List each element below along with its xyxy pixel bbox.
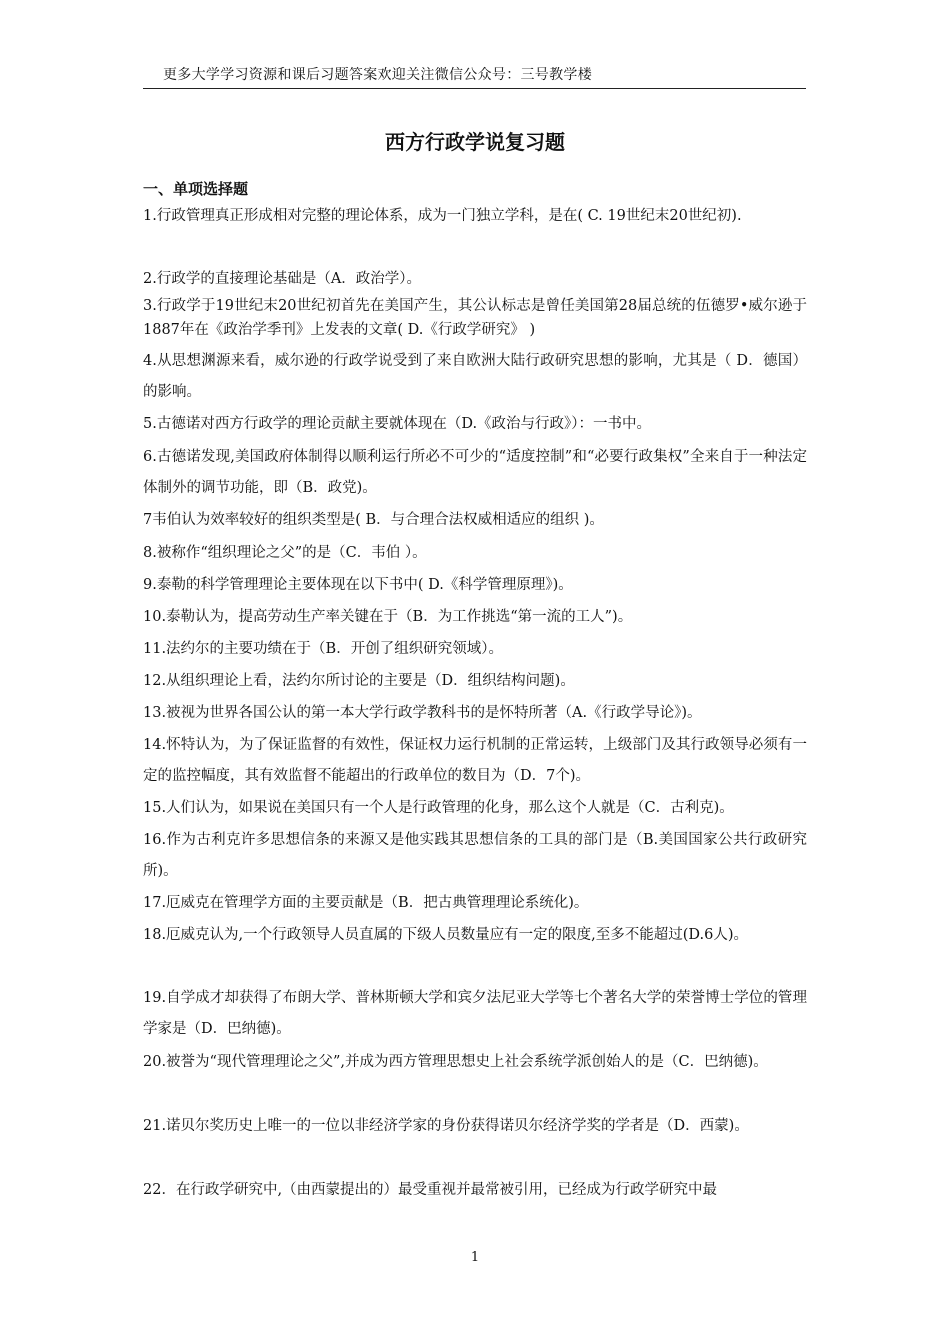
question-item: 11.法约尔的主要功绩在于（B．开创了组织研究领域）。 [143,641,503,657]
question-item: 6.古德诺发现,美国政府体制得以顺利运行所必不可少的“适度控制”和“必要行政集权”全来自于一种法定体制外的调节功能，即（B．政党)。 [143,449,807,496]
question-item: 5.古德诺对西方行政学的理论贡献主要就体现在（D.《政治与行政》）：一书中。 [143,416,652,432]
question-item: 14.怀特认为，为了保证监督的有效性，保证权力运行机制的正常运转，上级部门及其行政领导必须有一定的监控幅度，其有效监督不能超出的行政单位的数目为（D．7个)。 [143,737,807,784]
question-item: 1.行政管理真正形成相对完整的理论体系，成为一门独立学科，是在( C. 19世纪末20世纪初). [143,208,742,224]
question-item: 19.自学成才却获得了布朗大学、普林斯顿大学和宾夕法尼亚大学等七个著名大学的荣誉博士学位的管理学家是（D．巴纳德)。 [143,990,807,1037]
header-divider [143,88,806,89]
document-title: 西方行政学说复习题 [385,130,565,154]
question-item: 3.行政学于19世纪末20世纪初首先在美国产生，其公认标志是曾任美国第28届总统的伍德罗•威尔逊于1887年在《政治学季刊》上发表的文章( D.《行政学研究》 ) [143,298,807,338]
page-number: 1 [470,1250,480,1265]
question-item: 18.厄威克认为,一个行政领导人员直属的下级人员数量应有一定的限度,至多不能超过(D.6人)。 [143,927,749,943]
question-item: 22．在行政学研究中,（由西蒙提出的）最受重视并最常被引用，已经成为行政学研究中最 [143,1182,718,1198]
question-item: 15.人们认为，如果说在美国只有一个人是行政管理的化身，那么这个人就是（C．古利克)。 [143,800,734,816]
question-item: 13.被视为世界各国公认的第一本大学行政学教科书的是怀特所著（A.《行政学导论》)。 [143,705,702,721]
question-item: 9.泰勒的科学管理理论主要体现在以下书中( D.《科学管理原理》)。 [143,577,573,593]
question-item: 12.从组织理论上看，法约尔所讨论的主要是（D．组织结构问题)。 [143,673,575,689]
question-item: 4.从思想渊源来看，威尔逊的行政学说受到了来自欧洲大陆行政研究思想的影响，尤其是（ D．德国）的影响。 [143,353,807,400]
question-item: 10.泰勒认为，提高劳动生产率关键在于（B．为工作挑选“第一流的工人”)。 [143,609,633,625]
question-item: 7韦伯认为效率较好的组织类型是( B．与合理合法权威相适应的组织 )。 [143,512,604,528]
question-item: 2.行政学的直接理论基础是（A．政治学）。 [143,271,422,287]
question-item: 21.诺贝尔奖历史上唯一的一位以非经济学家的身份获得诺贝尔经济学奖的学者是（D．西蒙)。 [143,1118,749,1134]
section-heading: 一、单项选择题 [143,180,249,198]
page-header-text: 更多大学学习资源和课后习题答案欢迎关注微信公众号：三号教学楼 [163,67,592,83]
question-item: 16.作为古利克许多思想信条的来源又是他实践其思想信条的工具的部门是（B.美国国家公共行政研究所)。 [143,832,807,879]
question-item: 17.厄威克在管理学方面的主要贡献是（B．把古典管理理论系统化)。 [143,895,589,911]
question-item: 20.被誉为“现代管理理论之父”,并成为西方管理思想史上社会系统学派创始人的是（C．巴纳德)。 [143,1054,768,1070]
question-item: 8.被称作“组织理论之父”的是（C．韦伯 ）。 [143,545,427,561]
